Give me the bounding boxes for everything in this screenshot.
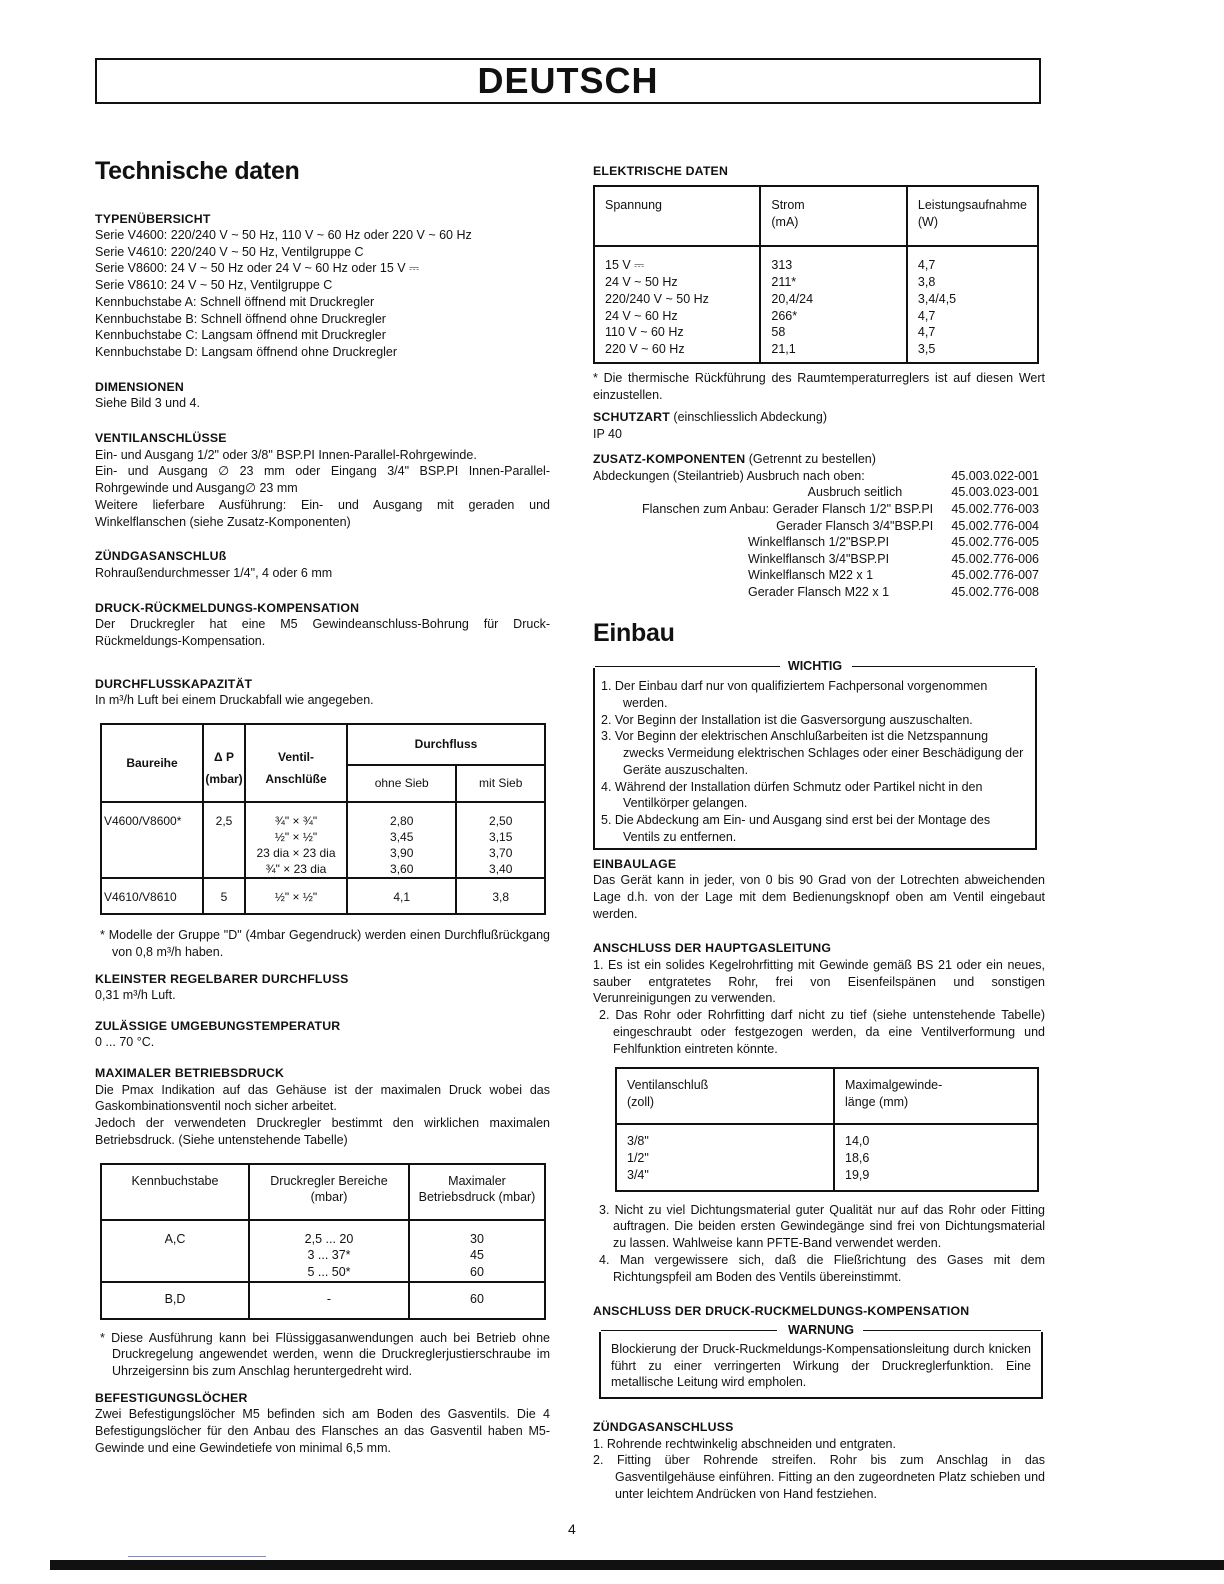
types-line: Kennbuchstabe D: Langsam öffnend ohne Druckregler [95,345,398,360]
extras-label: Ausbruch seitlich [807,485,903,500]
section-title-install: Einbau [593,618,675,647]
flow-section [95,676,550,961]
extras-table [593,468,1039,601]
flow-cell-mit: 2,50 [489,813,513,828]
pressure-cell-range: 3 ... 37* [307,1248,351,1263]
thread-cell-length: 14,0 [845,1134,870,1149]
flow-cell-ohne: 3,90 [390,846,414,861]
important-legend-text: WICHTIG [782,659,848,673]
extras-heading-suffix: (Getrennt zu bestellen) [745,451,876,466]
electric-table [593,185,1039,364]
language-banner [95,58,1041,104]
flow-cell-mit: 3,40 [489,862,513,877]
types-line: Kennbuchstabe C: Langsam öffnend mit Druckregler [95,328,386,343]
pressure-cell-max: 60 [409,1282,545,1319]
ignition-gas-text: Rohraußendurchmesser 1/4", 4 oder 6 mm [95,565,333,580]
important-item: 5. Die Abdeckung am Ein- und Ausgang sind erst bei der Montage des Ventils zu entfernen. [601,813,991,844]
right-column [593,163,1045,1503]
thread-cell-length: 19,9 [845,1167,870,1182]
extras-code: 45.002.776-004 [951,518,1039,533]
electric-cell-voltage: 220 V ~ 60 Hz [605,342,685,357]
thread-cell-size: 1/2" [627,1151,649,1166]
flow-col-mit: mit Sieb [456,765,545,802]
types-line: Kennbuchstabe B: Schnell öffnend ohne Druckregler [95,311,386,326]
min-flow-heading: KLEINSTER REGELBARER DURCHFLUSS [95,971,349,986]
table-row [101,802,545,878]
electric-cell-power: 3,4/4,5 [917,291,957,306]
valve-connections-section [95,430,550,530]
ignition-gas-heading: ZÜNDGASANSCHLUß [95,549,227,564]
pressure-col-letter: Kennbuchstabe [101,1164,249,1220]
flow-cell-connection: ¾" × ¾" [274,813,318,828]
list-item [593,518,1039,535]
table-row [101,1282,545,1319]
thread-col-length-unit: länge (mm) [845,1095,909,1110]
flow-cell-dp: 2,5 [203,802,245,878]
electric-col-voltage: Spannung [594,186,760,246]
main-gas-item: 2. Das Rohr oder Rohrfitting darf nicht zu tief (siehe untenstehende Tabelle) eingeschraubt oder festgezogen werden, da eine Ventilverformung und Fehlfunktion eintreten könnte. [599,1008,1045,1056]
list-item [593,501,1039,518]
extras-code: 45.002.776-003 [951,501,1039,516]
extras-code: 45.002.776-007 [951,568,1039,583]
main-gas-section [593,940,1045,1285]
flow-cell-connection: ½" × ½" [245,878,347,914]
electric-cell-current: 313 [771,258,793,273]
table-row [594,246,1038,363]
valve-connections-text: Ein- und Ausgang ∅ 23 mm oder Eingang 3/4" BSP.PI Innen-Parallel-Rohrgewinde und Ausgang∅ 23 mm [95,464,550,496]
legend-rule-right [863,1330,1041,1331]
min-flow-section [95,971,550,1004]
electric-footnote: * Die thermische Rückführung des Raumtemperaturreglers ist auf diesen Wert einzustellen. [593,370,1045,402]
position-heading: EINBAULAGE [593,856,677,871]
electric-col-current: Strom [771,198,805,213]
extras-label: Winkelflansch 1/2"BSP.PI [748,535,890,550]
ignition-connection-heading: ZÜNDGASANSCHLUSS [593,1420,734,1435]
extras-code: 45.002.776-008 [951,585,1039,600]
electric-cell-current: 58 [771,325,786,340]
pressure-cell-max: 60 [470,1265,484,1280]
pressure-cell-max: 30 [470,1231,484,1246]
list-item [593,551,1039,568]
thread-table [615,1067,1039,1191]
electric-cell-power: 4,7 [917,258,936,273]
electric-cell-voltage: 15 V ⎓ [605,258,645,273]
list-item [593,468,1039,485]
thread-cell-size: 3/8" [627,1134,649,1149]
electric-cell-voltage: 24 V ~ 50 Hz [605,275,678,290]
main-gas-item: 1. Es ist ein solides Kegelrohrfitting mit Gewinde gemäß BS 21 oder ein neues, sauber entgratetes Rohr, frei von Eisenfeilspänen und sonstigen Verunreinigungen zu verwenden. [593,957,1045,1006]
flow-col-ohne: ohne Sieb [347,765,456,802]
main-gas-item: 3. Nicht zu viel Dichtungsmaterial guter Qualität nur auf das Rohr oder Fitting auftragen. Die beiden ersten Gewindegänge sind frei von Dichtungsmaterial zu lassen. Wahlweise kann PFTE-Band verwendet werden. [599,1202,1045,1251]
electric-col-power: Leistungsaufnahme [917,198,1027,213]
pressure-table [100,1163,546,1320]
thread-col-size: Ventilanschluß [627,1078,709,1093]
flow-heading: DURCHFLUSSKAPAZITÄT [95,676,253,691]
mounting-heading: BEFESTIGUNGSLÖCHER [95,1390,248,1405]
extras-code: 45.002.776-006 [951,551,1039,566]
pressure-cell-letter: B,D [101,1282,249,1319]
dimensions-section [95,379,550,412]
table-row [101,1220,545,1282]
warning-legend [601,1323,1041,1337]
flow-col-dp: Δ P [203,724,245,765]
min-flow-text: 0,31 m³/h Luft. [95,988,176,1003]
electric-col-current-unit: (mA) [771,215,799,230]
list-item [593,534,1039,551]
extras-label: Abdeckungen (Steilantrieb) Ausbruch nach oben: [593,468,865,483]
important-legend [595,659,1035,673]
extras-label: Gerader Flansch 3/4"BSP.PI [776,518,934,533]
ambient-section [95,1018,550,1051]
electric-cell-current: 211* [771,275,797,290]
valve-connections-text: Weitere lieferbare Ausführung: Ein- und Ausgang mit geraden und Winkelflanschen (siehe Zusatz-Komponenten) [95,497,550,529]
flow-cell-ohne: 3,60 [390,862,414,877]
pressure-cell-range: 5 ... 50* [307,1265,351,1280]
left-column [95,155,550,1457]
ignition-item: 2. Fitting über Rohrende streifen. Rohr bis zum Anschlag in das Gasventilgehäuse einführen. Fitting an den zugeordneten Platz schieben und unter leichtem Andrücken von Hand festziehen. [593,1453,1045,1501]
banner-title: DEUTSCH [477,60,659,101]
flow-col-connection-sub: Anschlüße [245,765,347,802]
max-pressure-text: Die Pmax Indikation auf das Gehäuse ist der maximalen Druck wobei das Gaskombinationsventil noch sicher arbeitet. [95,1082,550,1114]
electric-heading: ELEKTRISCHE DATEN [593,164,729,178]
pressure-feedback-heading: DRUCK-RÜCKMELDUNGS-KOMPENSATION [95,600,360,615]
legend-rule-left [601,1330,777,1331]
flow-footnote: * Modelle der Gruppe "D" (4mbar Gegendruck) werden einen Durchflußrückgang von 0,8 m³/h haben. [100,928,550,960]
electric-cell-voltage: 220/240 V ~ 50 Hz [605,291,709,306]
position-section [593,856,1045,923]
dimensions-heading: DIMENSIONEN [95,379,184,394]
types-heading: TYPENÜBERSICHT [95,211,211,226]
extras-code: 45.003.023-001 [951,485,1039,500]
thread-col-size-unit: (zoll) [627,1095,655,1110]
position-text: Das Gerät kann in jeder, von 0 bis 90 Grad von der Lotrechten abweichenden Lage d.h. von der Lage mit dem Bedienungsknopf oben am Ventil eingebaut werden. [593,873,1045,921]
ambient-text: 0 ... 70 °C. [95,1035,155,1050]
pressure-cell-letter: A,C [101,1220,249,1282]
ignition-gas-section [95,548,550,581]
feedback-heading: ANSCHLUSS DER DRUCK-RUCKMELDUNGS-KOMPENSATION [593,1304,970,1319]
mounting-section [95,1390,550,1457]
extras-label: Winkelflansch M22 x 1 [748,568,874,583]
ambient-heading: ZULÄSSIGE UMGEBUNGSTEMPERATUR [95,1019,341,1033]
pressure-feedback-text: Der Druckregler hat eine M5 Gewindeanschluss-Bohrung für Druck-Rückmeldungs-Kompensation. [95,617,550,648]
protection-heading-suffix: (einschliesslich Abdeckung) [669,410,827,425]
pressure-feedback-section [95,600,550,650]
max-pressure-text: Jedoch der verwendeten Druckregler bestimmt den wirklichen maximalen Betriebsdruck. (Siehe untenstehende Tabelle) [95,1116,550,1147]
flow-cell-mit: 3,15 [489,829,513,844]
table-row [616,1124,1038,1190]
types-line: Kennbuchstabe A: Schnell öffnend mit Druckregler [95,294,375,309]
types-line: Serie V4610: 220/240 V ~ 50 Hz, Ventilgruppe C [95,244,364,259]
flow-cell-ohne: 3,45 [390,829,414,844]
valve-connections-heading: VENTILANSCHLÜSSE [95,431,227,446]
electric-cell-power: 3,5 [917,342,936,357]
legend-rule-right [852,666,1035,667]
flow-col-durchfluss: Durchfluss [347,724,545,765]
electric-cell-power: 4,7 [917,308,936,323]
section-title-technical: Technische daten [95,157,300,185]
flow-col-dp-unit: (mbar) [203,765,245,802]
thread-cell-size: 3/4" [627,1167,649,1182]
decorative-rule [128,1556,266,1557]
important-item: 3. Vor Beginn der elektrischen Anschlußarbeiten ist die Netzspannung zwecks Vermeidung elektrischen Schlages oder einer Beschädigung der Geräte auszuschalten. [601,729,1024,777]
extras-label: Winkelflansch 3/4"BSP.PI [748,551,890,566]
pressure-col-max: Maximaler Betriebsdruck (mbar) [409,1164,545,1220]
ignition-item: 1. Rohrende rechtwinkelig abschneiden und entgraten. [593,1436,896,1451]
flow-col-connection: Ventil- [245,724,347,765]
pressure-footnote: * Diese Ausführung kann bei Flüssiggasanwendungen auch bei Betrieb ohne Druckregelung angewendet werden, wenn die Druckreglerjustierschraube im Uhrzeigersinn bis zum Anschlag heruntergedreht wird. [100,1330,550,1379]
flow-cell-baureihe: V4600/V8600* [101,802,203,878]
dimensions-text: Siehe Bild 3 und 4. [95,396,200,411]
extras-section [593,451,1045,601]
flow-cell-baureihe: V4610/V8610 [101,878,203,914]
flow-cell-connection: ¾" × 23 dia [265,862,327,877]
flow-col-baureihe: Baureihe [101,724,203,802]
mounting-text: Zwei Befestigungslöcher M5 befinden sich am Boden des Gasventils. Die 4 Befestigungslöcher für den Anbau des Flansches an das Gasventil haben M5-Gewinde und eine Gewindetiefe von minimal 6,5 mm. [95,1407,550,1455]
feedback-section [593,1303,1045,1399]
list-item [593,484,1039,501]
warning-legend-text: WARNUNG [782,1323,860,1337]
list-item [593,584,1039,601]
flow-cell-dp: 5 [203,878,245,914]
electric-cell-current: 20,4/24 [771,291,814,306]
page-number: 4 [568,1521,576,1537]
electric-cell-voltage: 110 V ~ 60 Hz [605,325,684,340]
pressure-cell-range: 2,5 ... 20 [304,1231,354,1246]
max-pressure-section [95,1065,550,1380]
types-line: Serie V8600: 24 V ~ 50 Hz oder 24 V ~ 60 Hz oder 15 V ⎓ [95,261,420,276]
table-row [101,878,545,914]
thread-cell-length: 18,6 [845,1151,870,1166]
flow-cell-connection: ½" × ½" [274,829,318,844]
types-line: Serie V4600: 220/240 V ~ 50 Hz, 110 V ~ 60 Hz oder 220 V ~ 60 Hz [95,227,472,242]
extras-label: Gerader Flansch M22 x 1 [748,585,890,600]
flow-cell-mit: 3,70 [489,846,513,861]
electric-col-power-unit: (W) [917,215,939,230]
warning-box [599,1322,1043,1399]
extras-code: 45.003.022-001 [951,468,1039,483]
extras-code: 45.002.776-005 [951,535,1039,550]
main-gas-heading: ANSCHLUSS DER HAUPTGASLEITUNG [593,941,832,956]
protection-heading: SCHUTZART [593,410,670,425]
main-gas-item: 4. Man vergewissere sich, daß die Fließrichtung des Gases mit dem Richtungspfeil am Boden des Ventils übereinstimmt. [599,1252,1045,1284]
electric-cell-voltage: 24 V ~ 60 Hz [605,308,678,323]
pressure-cell-max: 45 [470,1248,484,1263]
electric-cell-current: 266* [771,308,798,323]
important-item: 4. Während der Installation dürfen Schmutz oder Partikel nicht in den Ventilkörper gelangen. [601,779,983,811]
electric-cell-power: 3,8 [917,275,936,290]
types-section [95,211,550,361]
flow-text: In m³/h Luft bei einem Druckabfall wie angegeben. [95,693,374,708]
valve-connections-text: Ein- und Ausgang 1/2" oder 3/8" BSP.PI Innen-Parallel-Rohrgewinde. [95,447,477,462]
electric-cell-current: 21,1 [771,342,796,357]
types-line: Serie V8610: 24 V ~ 50 Hz, Ventilgruppe C [95,278,333,293]
pressure-cell-range: - [249,1282,409,1319]
thread-col-length: Maximalgewinde- [845,1078,943,1093]
legend-rule-left [595,666,780,667]
important-item: 1. Der Einbau darf nur von qualifiziertem Fachpersonal vorgenommen werden. [601,679,988,710]
important-box [593,659,1037,850]
important-item: 2. Vor Beginn der Installation ist die Gasversorgung auszuschalten. [601,712,973,727]
electric-cell-power: 4,7 [917,325,936,340]
flow-table [100,723,546,915]
flow-cell-ohne: 4,1 [347,878,456,914]
warning-text: Blockierung der Druck-Ruckmeldungs-Kompensationsleitung durch knicken führt zu einer verringerten Wirkung der Druckreglerfunktion. Eine metallische Leitung wird empholen. [611,1341,1031,1390]
flow-cell-connection: 23 dia × 23 dia [256,846,336,861]
extras-heading: ZUSATZ-KOMPONENTEN [593,451,746,466]
protection-section [593,409,1045,443]
list-item [593,567,1039,584]
protection-text: IP 40 [593,427,622,442]
bottom-bar [50,1560,1224,1570]
pressure-col-range: Druckregler Bereiche (mbar) [249,1164,409,1220]
extras-label: Flanschen zum Anbau: Gerader Flansch 1/2" BSP.PI [641,501,934,516]
ignition-connection-section [593,1419,1045,1502]
max-pressure-heading: MAXIMALER BETRIEBSDRUCK [95,1066,285,1081]
flow-cell-mit: 3,8 [456,878,545,914]
flow-cell-ohne: 2,80 [390,813,414,828]
